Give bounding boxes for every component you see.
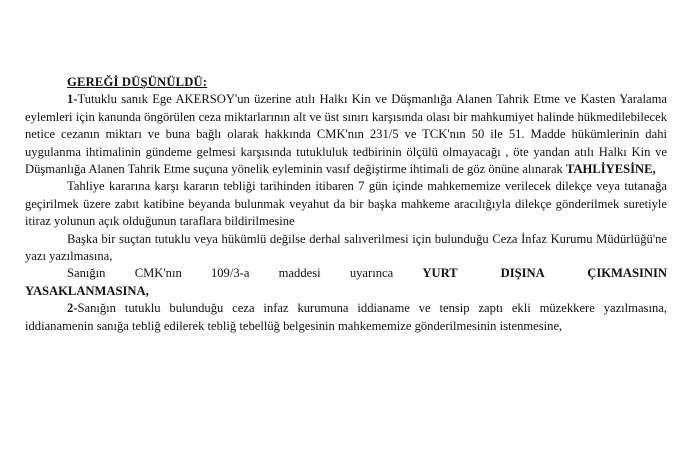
release-order-verdict: TAHLİYESİNE, — [565, 162, 656, 177]
travel-ban-verdict-line2: YASAKLANMASINA, — [25, 283, 149, 298]
release-order-text: Tutuklu sanık Ege AKERSOY'un üzerine atılı Halkı Kin ve Düşmanlığa Alanen Tahrik Etme ve Kasten Yaralama eylemleri için kanunda öngörülen ceza miktarlarının alt ve üst sınırı karşısında olası bir mahkumiyet halinde hükmedilebilecek netice cezanın miktarı ve buna bağlı olarak hakkında CMK'nın 231/5 ve TCK'nın 50 ile 51. Madde hükümlerinin dahi uygulanma ihtimalinin gündeme gelmesi karşısında tutukluluk tedbirinin ölçülü olmayacağı , öte yandan atılı Halkı Kin ve Düşmanlığa Alanen Tahrik Etme suçuna yönelik eyleminin vasıf değiştirme ihtimali de göz önüne alınarak — [25, 92, 667, 177]
item-number-2: 2- — [67, 301, 78, 316]
travel-ban-text: Sanığın CMK'nın 109/3-a maddesi uyarınca — [67, 266, 394, 281]
paragraph-travel-ban-continued — [25, 283, 667, 300]
paragraph-release-order — [25, 91, 667, 178]
paragraph-prison-notice: Başka bir suçtan tutuklu veya hükümlü değilse derhal salıverilmesi için bulunduğu Ceza İnfaz Kurumu Müdürlüğü'ne yazı yazılmasına, — [25, 231, 667, 264]
court-decision-document — [25, 74, 667, 335]
travel-ban-verdict-line1: YURT DIŞINA ÇIKMASININ — [422, 266, 667, 281]
item-number-1: 1- — [67, 92, 78, 107]
paragraph-objection-right: Tahliye kararına karşı kararın tebliği tarihinden itibaren 7 gün içinde mahkememize verilecek dilekçe veya tutanağa geçirilmek üzere zabıt katibine beyanda bulunmak veyahut da bir başka mahkeme aracılığıyla dilekçe gönderilmek suretiyle itiraz yolunun açık olduğunun taraflara bildirilmesine — [25, 179, 667, 229]
decision-heading: GEREĞİ DÜŞÜNÜLDÜ: — [67, 75, 208, 89]
paragraph-indictment-notice — [25, 300, 667, 335]
paragraph-travel-ban — [25, 265, 667, 282]
indictment-notice-text: Sanığın tutuklu bulunduğu ceza infaz kurumuna iddianame ve tensip zaptı ekli müzekkere yazılmasına, iddianamenin sanığa tebliğ edilerek tebliğ tebellüğ belgesinin mahkememize gönderilmesinin istenmesine, — [25, 301, 667, 333]
